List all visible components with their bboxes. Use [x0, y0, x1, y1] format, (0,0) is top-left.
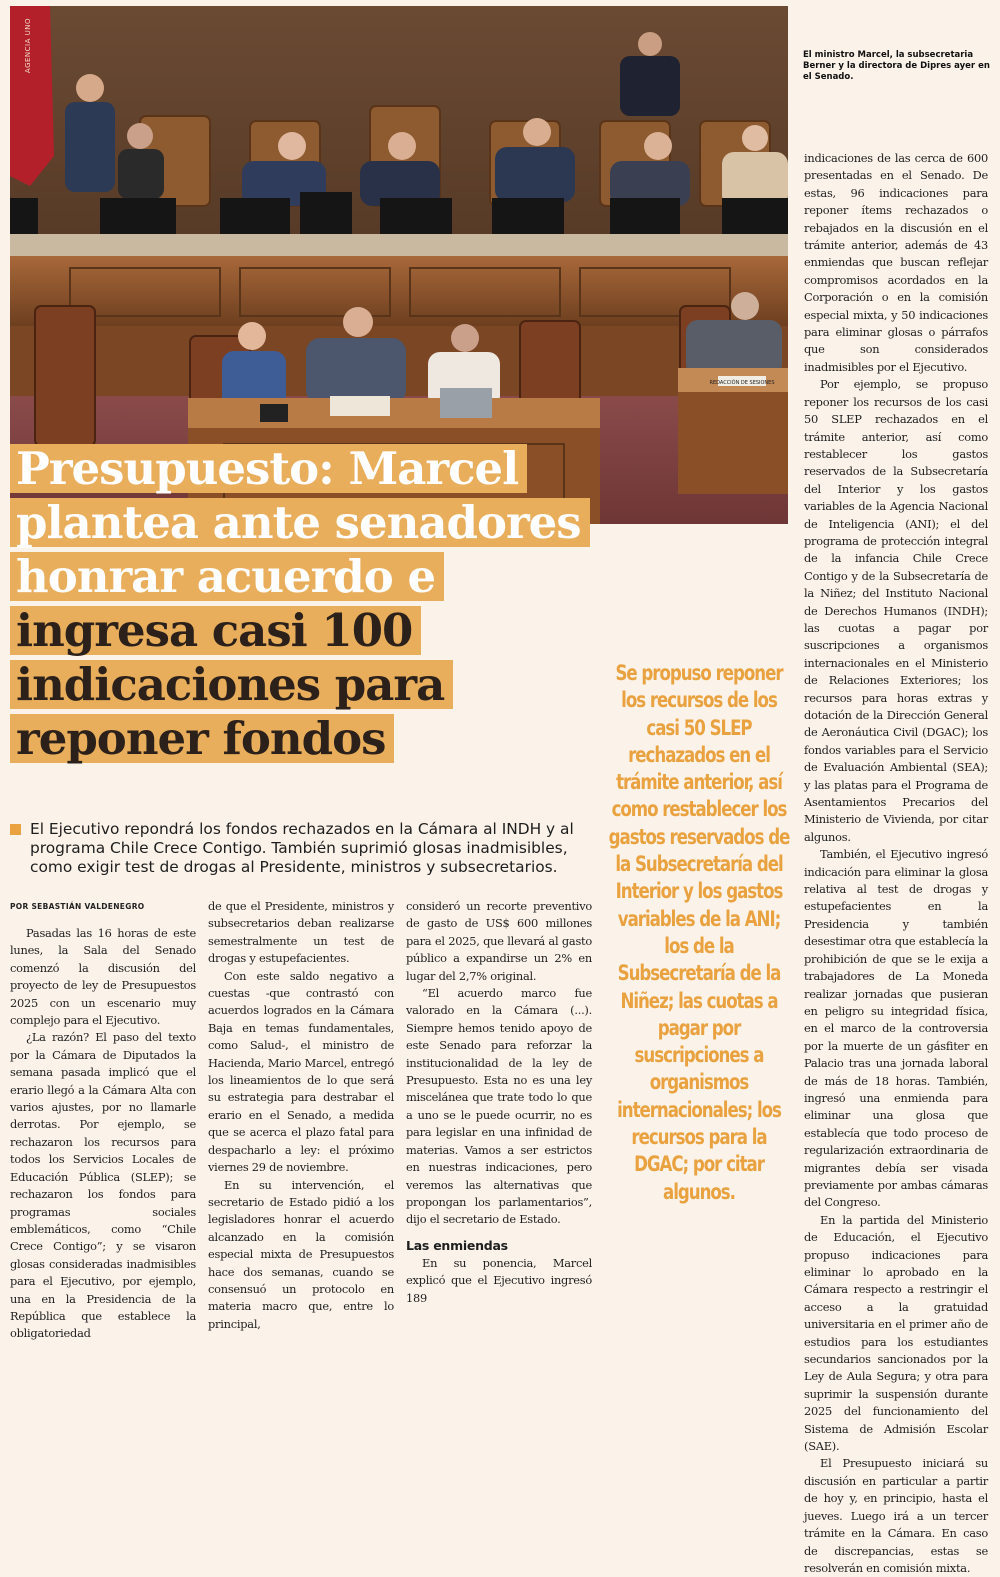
headline-line-1: Presupuesto: Marcel — [10, 444, 527, 493]
photo-caption: El ministro Marcel, la subsecretaria Berner y la directora de Dipres ayer en el Senado. — [803, 50, 990, 82]
deck — [10, 820, 590, 877]
paragraph: El Presupuesto iniciará su discusión en particular a partir de hoy y, en principio, hasta el jueves. Luego irá a un tercer trámite en la Cámara. En caso de discrepancias, estas se resolverán en comisión mixta. — [804, 1456, 988, 1575]
paragraph: ¿La razón? El paso del texto por la Cámara de Diputados la semana pasada implicó que el erario llegó a la Cámara Alta con varios ajustes, por no llamarle derrotas. Por ejemplo, se rechazaron los recursos para todos los Servicios Locales de Educación Pública (SLEP); se rechazaron los fondos para programas sociales emblemáticos, como “Chile Crece Contigo”; y se visaron glosas consideradas inadmisibles para el Ejecutivo, por ejemplo, una en la Presidencia de la República que establece la obligatoriedad — [10, 1030, 196, 1341]
headline — [10, 444, 600, 768]
paragraph: de que el Presidente, ministros y subsecretarios deban realizarse semestralmente un test de drogas y estupefacientes. — [208, 899, 394, 966]
body-column-1 — [10, 925, 196, 1343]
paragraph: En su intervención, el secretario de Estado pidió a los legisladores honrar el acuerdo alcanzado en la comisión especial mixta de Presupuestos hace dos semanas, cuando se consensuó un protocolo en materia macro que, entre lo principal, — [208, 1177, 394, 1331]
pull-quote: Se propuso reponer los recursos de los casi 50 SLEP rechazados en el trámite anterior, así como restablecer los gastos reservados de la Subsecretaría del Interior y los gastos variables de la ANI; los de la Subsecretaría de la Niñez; las cuotas a pagar por suscripciones a organismos internacionales; los recursos para la DGAC; por citar algunos. — [608, 661, 790, 1205]
body-column-4 — [804, 150, 988, 1577]
subhead: Las enmiendas — [406, 1237, 508, 1253]
paragraph: Pasadas las 16 horas de este lunes, la Sala del Senado comenzó la discusión del proyecto de ley de Presupuestos 2025 con un escenario muy complejo para el Ejecutivo. — [10, 926, 196, 1028]
paragraph: También, el Ejecutivo ingresó indicación para eliminar la glosa relativa al test de drogas y estupefacientes en la Presidencia y también desestimar otra que establecía la prohibición de que se le exija a trabajadores de La Moneda realizar jornadas que pusieran en peligro su integridad física, en el marco de la controversia por la muerte de un gásfiter en Palacio tras una jornada laboral de más de 18 horas. También, ingresó una enmienda para eliminar una glosa que establecía que todo proceso de regularización extraordinaria de migrantes debía ser visada previamente por ambas cámaras del Congreso. — [804, 847, 988, 1210]
headline-line-4: ingresa casi 100 — [10, 606, 421, 655]
paragraph: En su ponencia, Marcel explicó que el Ejecutivo ingresó 189 — [406, 1255, 592, 1305]
paragraph: Con este saldo negativo a cuestas -que contrastó con acuerdos logrados en la Cámara Baja en temas fundamentales, como Salud-, el ministro de Hacienda, Mario Marcel, entregó los lineamientos de lo que será su estrategia para destrabar el erario en el Senado, a medida que se acerca el plazo fatal para despacharlo a ley: el próximo viernes 29 de noviembre. — [208, 968, 394, 1175]
desk-sign: REDACCIÓN DE SESIONES — [709, 380, 775, 386]
headline-line-6: reponer fondos — [10, 714, 394, 763]
headline-line-2: plantea ante senadores — [10, 498, 590, 547]
byline: POR SEBASTIÁN VALDENEGRO — [10, 902, 145, 911]
paragraph: “El acuerdo marco fue valorado en la Cámara (...). Siempre hemos tenido apoyo de este Senado para reforzar la institucionalidad de la ley de Presupuesto. Esta no es una ley miscelánea que trate todo lo que a uno se le puede ocurrir, no es para legislar en una infinidad de materias. Vamos a ser estrictos en nuestras indicaciones, pero veremos las alternativas que propongan los parlamentarios”, dijo el secretario de Estado. — [406, 986, 592, 1227]
flag-shape — [10, 6, 54, 186]
body-column-3 — [406, 898, 592, 1307]
headline-line-5: indicaciones para — [10, 660, 453, 709]
paragraph: En la partida del Ministerio de Educación, el Ejecutivo propuso indicaciones para eliminar lo aprobado en la Cámara respecto a restringir el acceso a la gratuidad universitaria en el primer año de estudios para los estudiantes secundarios sancionados por la Ley de Aula Segura; y otra para suprimir la suspensión durante 2025 del funcionamiento del Sistema de Admisión Escolar (SAE). — [804, 1212, 988, 1454]
photo-credit: AGENCIA UNO — [24, 18, 32, 74]
paragraph: Por ejemplo, se propuso reponer los recursos de los casi 50 SLEP rechazados en el trámite anterior, así como restablecer los gastos reservados de la Subsecretaría del Interior y los gastos variables de la Agencia Nacional de Inteligencia (ANI); el del programa de protección integral de la infancia Chile Crece Contigo y de la Subsecretaría de la Niñez; del Instituto Nacional de Derechos Humanos (INDH); las cuotas a pagar por suscripciones a organismos internacionales en el Ministerio de Relaciones Exteriores; los recursos para horas extras y dotación de la Dirección General de Aeronáutica Civil (DGAC); los fondos variables para el Servicio de Evaluación Ambiental (SEA); y las platas para el Programa de Asentamientos Precarios del Ministerio de Vivienda, por citar algunos. — [804, 377, 988, 844]
paragraph: indicaciones de las cerca de 600 presentadas en el Senado. De estas, 96 indicaciones para reponer ítems rechazados o rebajados en la discusión en el trámite anterior, además de 43 enmiendas que buscan reflejar compromisos acordados en la Corporación o en la comisión especial mixta, y 50 indicaciones para eliminar glosas o párrafos que son considerados inadmisibles por el Ejecutivo. — [804, 151, 988, 374]
bullet-square-icon — [10, 824, 21, 835]
headline-line-3: honrar acuerdo e — [10, 552, 444, 601]
deck-text: El Ejecutivo repondrá los fondos rechazados en la Cámara al INDH y al programa Chile Crece Contigo. También suprimió glosas inadmisibles, como exigir test de drogas al Presidente, ministros y subsecretarios. — [30, 820, 574, 876]
paragraph: consideró un recorte preventivo de gasto de US$ 600 millones para el 2025, que llevará al gasto público a expandirse un 2% en lugar del 2,7% original. — [406, 899, 592, 983]
body-column-2 — [208, 898, 394, 1333]
